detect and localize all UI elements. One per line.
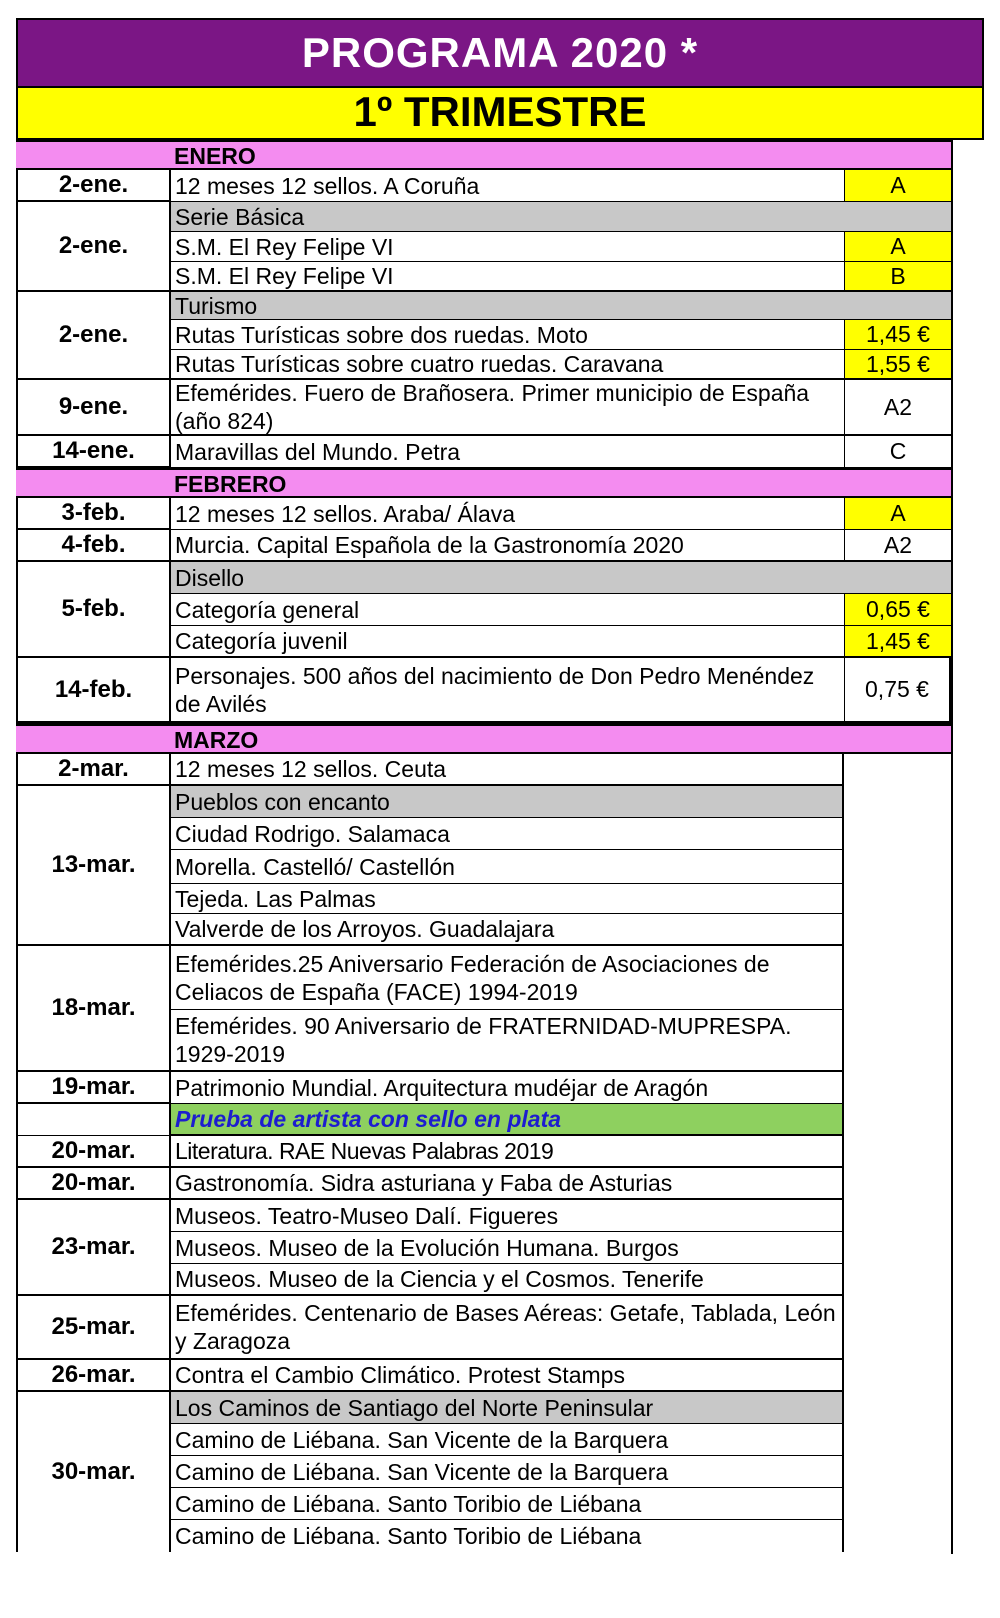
table-border <box>951 724 953 1554</box>
date-cell: 25-mar. <box>16 1296 171 1360</box>
value-cell: A <box>844 170 951 202</box>
issue-description: Murcia. Capital Española de la Gastronomía 2020 <box>171 530 844 562</box>
issue-description: Camino de Liébana. Santo Toribio de Liébana <box>171 1488 844 1520</box>
month-header-marzo: MARZO <box>16 724 951 754</box>
issue-description: Patrimonio Mundial. Arquitectura mudéjar de Aragón <box>171 1072 844 1104</box>
date-cell: 2-ene. <box>16 170 171 202</box>
issue-description: Tejeda. Las Palmas <box>171 884 844 914</box>
date-cell: 19-mar. <box>16 1072 171 1104</box>
issue-description: Camino de Liébana. San Vicente de la Barquera <box>171 1424 844 1456</box>
value-cell: 1,45 € <box>844 320 951 350</box>
value-cell: A <box>844 232 951 262</box>
date-cell: 30-mar. <box>16 1392 171 1552</box>
issue-description: Morella. Castelló/ Castellón <box>171 850 844 884</box>
issue-description: S.M. El Rey Felipe VI <box>171 262 844 292</box>
date-cell: 13-mar. <box>16 786 171 946</box>
value-cell: A2 <box>844 530 951 562</box>
month-header-febrero: FEBRERO <box>16 468 951 498</box>
date-cell: 2-ene. <box>16 202 171 292</box>
program-title: PROGRAMA 2020 * <box>16 18 984 88</box>
issue-description: S.M. El Rey Felipe VI <box>171 232 844 262</box>
issue-description: Efemérides. Fuero de Brañosera. Primer municipio de España (año 824) <box>171 380 844 436</box>
issue-description: Maravillas del Mundo. Petra <box>171 436 844 468</box>
issue-description: Valverde de los Arroyos. Guadalajara <box>171 914 844 946</box>
issue-description: Literatura. RAE Nuevas Palabras 2019 <box>171 1136 844 1168</box>
date-cell: 4-feb. <box>16 530 171 562</box>
series-group-label: Los Caminos de Santiago del Norte Peninsular <box>171 1392 844 1424</box>
series-group-label: Disello <box>171 562 951 594</box>
month-header-enero: ENERO <box>16 140 951 170</box>
date-cell: 2-mar. <box>16 754 171 786</box>
value-cell: C <box>844 436 951 468</box>
date-cell: 26-mar. <box>16 1360 171 1392</box>
issue-description: 12 meses 12 sellos. A Coruña <box>171 170 844 202</box>
date-cell: 14-feb. <box>16 658 171 724</box>
series-group-label: Pueblos con encanto <box>171 786 844 818</box>
value-cell: 1,45 € <box>844 626 951 658</box>
issue-description: Efemérides.25 Aniversario Federación de Asociaciones de Celiacos de España (FACE) 1994-2019 <box>171 946 844 1010</box>
date-cell: 23-mar. <box>16 1200 171 1296</box>
issue-description: Camino de Liébana. Santo Toribio de Liébana <box>171 1520 844 1552</box>
date-cell: 2-ene. <box>16 292 171 380</box>
date-cell: 9-ene. <box>16 380 171 436</box>
date-cell: 14-ene. <box>16 436 171 468</box>
issue-description: Personajes. 500 años del nacimiento de Don Pedro Menéndez de Avilés <box>171 658 844 724</box>
issue-description: Gastronomía. Sidra asturiana y Faba de Asturias <box>171 1168 844 1200</box>
value-cell: A2 <box>844 380 951 436</box>
issue-description: Categoría general <box>171 594 844 626</box>
value-cell: 0,65 € <box>844 594 951 626</box>
issue-description: Museos. Museo de la Ciencia y el Cosmos. Tenerife <box>171 1264 844 1296</box>
issue-description: Categoría juvenil <box>171 626 844 658</box>
issue-description: Ciudad Rodrigo. Salamaca <box>171 818 844 850</box>
date-cell-empty <box>16 1104 171 1136</box>
issue-description: 12 meses 12 sellos. Araba/ Álava <box>171 498 844 530</box>
issue-description: Rutas Turísticas sobre dos ruedas. Moto <box>171 320 844 350</box>
issue-description: Camino de Liébana. San Vicente de la Barquera <box>171 1456 844 1488</box>
table-border <box>951 140 953 724</box>
value-cell: A <box>844 498 951 530</box>
issue-description: Museos. Teatro-Museo Dalí. Figueres <box>171 1200 844 1232</box>
value-cell: B <box>844 262 951 292</box>
issue-description: 12 meses 12 sellos. Ceuta <box>171 754 844 786</box>
issue-description: Efemérides. Centenario de Bases Aéreas: Getafe, Tablada, León y Zaragoza <box>171 1296 844 1360</box>
date-cell: 20-mar. <box>16 1136 171 1168</box>
issue-description: Efemérides. 90 Aniversario de FRATERNIDAD-MUPRESPA. 1929-2019 <box>171 1010 844 1072</box>
series-group-label: Turismo <box>171 292 951 320</box>
issue-description: Museos. Museo de la Evolución Humana. Burgos <box>171 1232 844 1264</box>
program-sheet <box>16 18 984 1618</box>
quarter-title: 1º TRIMESTRE <box>16 88 984 140</box>
issue-description: Rutas Turísticas sobre cuatro ruedas. Caravana <box>171 350 844 380</box>
value-cell: 0,75 € <box>844 658 951 724</box>
issue-description: Contra el Cambio Climático. Protest Stamps <box>171 1360 844 1392</box>
date-cell: 20-mar. <box>16 1168 171 1200</box>
date-cell: 18-mar. <box>16 946 171 1072</box>
date-cell: 5-feb. <box>16 562 171 658</box>
series-group-label: Serie Básica <box>171 202 951 232</box>
value-cell: 1,55 € <box>844 350 951 380</box>
date-cell: 3-feb. <box>16 498 171 530</box>
proof-note: Prueba de artista con sello en plata <box>171 1104 844 1136</box>
